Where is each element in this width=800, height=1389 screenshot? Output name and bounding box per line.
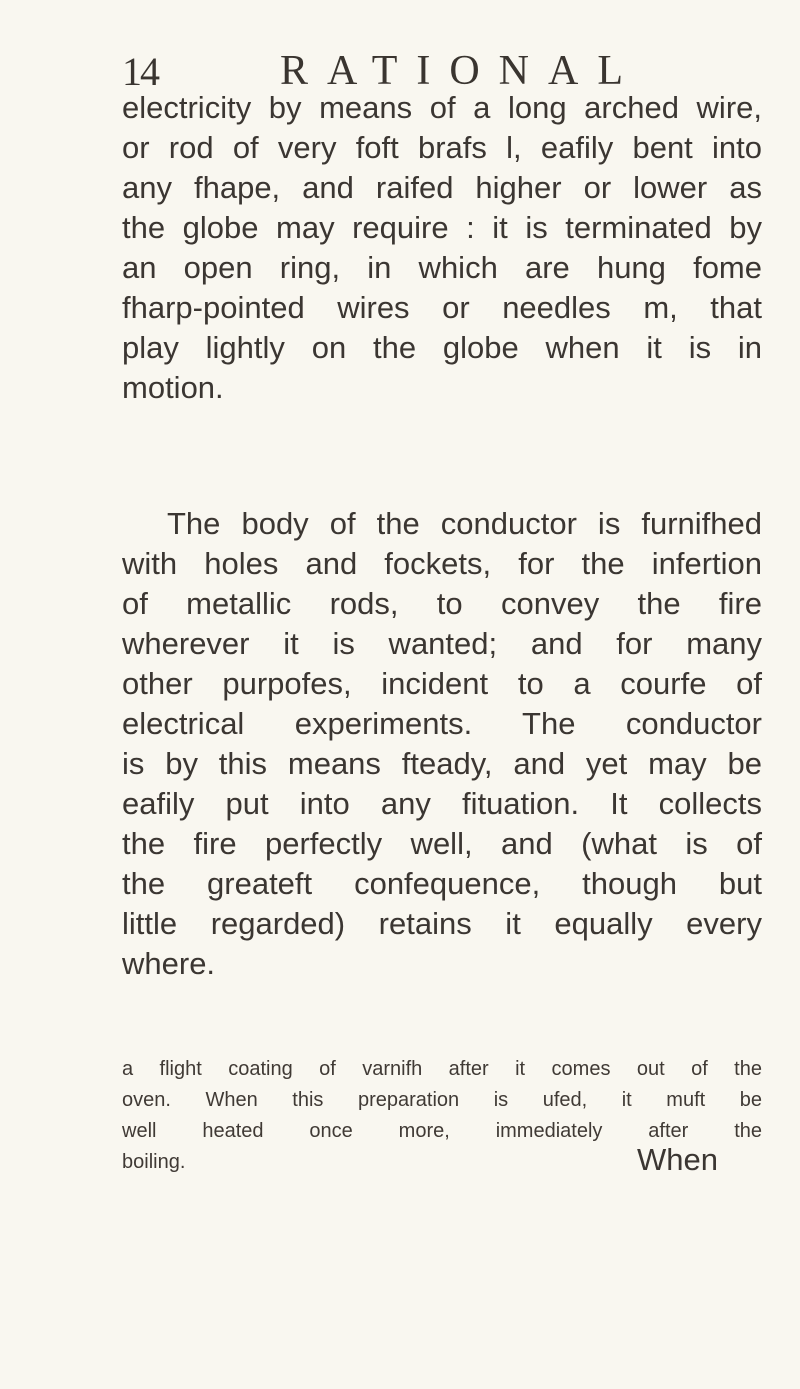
- footnote-line: boiling.: [122, 1151, 186, 1173]
- text-line: fharp-pointed wires or needles m, that: [122, 290, 762, 325]
- text-line: The body of the conductor is furnifhed: [167, 506, 762, 541]
- text-line: electrical experiments. The conductor: [122, 706, 762, 741]
- text-line: with holes and fockets, for the infertion: [122, 546, 762, 581]
- text-line: motion.: [122, 370, 224, 405]
- text-line: where.: [122, 946, 216, 981]
- text-line: is by this means fteady, and yet may be: [122, 746, 762, 781]
- catchword: When: [637, 1142, 718, 1177]
- text-line: play lightly on the globe when it is in: [122, 330, 762, 365]
- text-line: eafily put into any fituation. It collects: [122, 786, 762, 821]
- text-line: of metallic rods, to convey the fire: [122, 586, 762, 621]
- text-line: an open ring, in which are hung fome: [122, 250, 762, 285]
- text-line: wherever it is wanted; and for many: [122, 626, 762, 661]
- page-number: 14: [122, 49, 158, 94]
- footnote-line: oven. When this preparation is ufed, it muft be: [122, 1089, 762, 1111]
- text-line: electricity by means of a long arched wire,: [122, 90, 762, 125]
- text-line: other purpofes, incident to a courfe of: [122, 666, 762, 701]
- paragraph-1: [122, 88, 762, 408]
- text-line: the fire perfectly well, and (what is of: [122, 826, 762, 861]
- text-line: the greateft confequence, though but: [122, 866, 762, 901]
- text-line: any fhape, and raifed higher or lower as: [122, 170, 762, 205]
- paragraph-2: [122, 504, 762, 984]
- text-line: little regarded) retains it equally every: [122, 906, 762, 941]
- text-line: or rod of very foft brafs l, eafily bent into: [122, 130, 762, 165]
- footnote-line: a flight coating of varnifh after it comes out of the: [122, 1058, 762, 1080]
- footnote-line: well heated once more, immediately after the: [122, 1120, 762, 1142]
- running-head: RATIONAL: [280, 48, 642, 94]
- text-line: the globe may require : it is terminated by: [122, 210, 762, 245]
